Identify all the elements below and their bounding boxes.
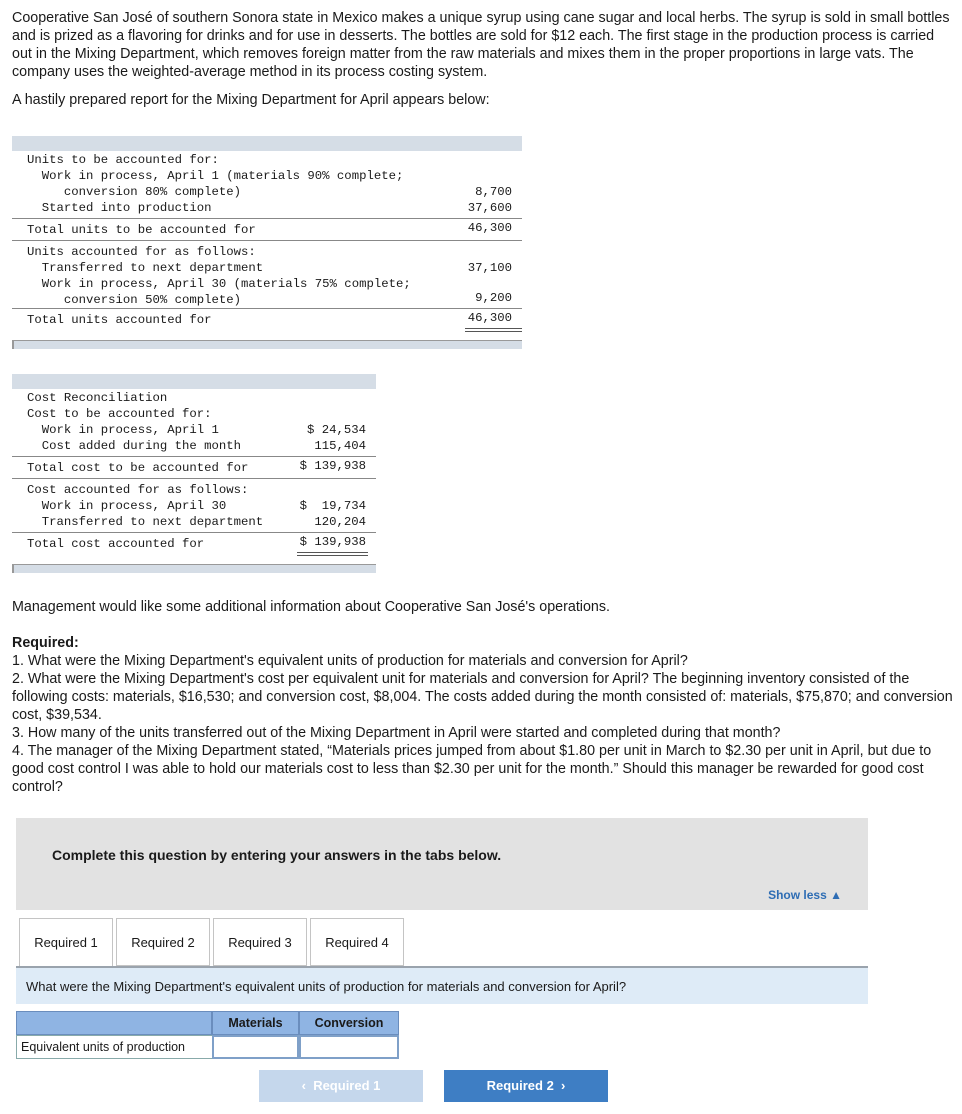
underline <box>465 328 522 329</box>
units-row-label: Units accounted for as follows: <box>27 245 256 259</box>
cost-row-label: Cost accounted for as follows: <box>27 483 249 497</box>
underline <box>12 308 522 309</box>
units-value: 37,100 <box>467 261 512 275</box>
chevron-left-icon: ‹ <box>301 1078 314 1093</box>
underline <box>12 478 376 479</box>
intro-paragraph: Cooperative San José of southern Sonora state in Mexico makes a unique syrup using cane sugar and local herbs. The syrup is sold in small bottles and is prized as a flavoring for drinks and for use in desserts. The bottles are sold for $12 each. The first stage in the production process is carried out in the Mixing Department, which removes foreign matter from the raw materials and mixes them in the proper proportions in large vats. The company uses the weighted-average method in its process costing system. <box>12 10 950 80</box>
units-row-label: Work in process, April 30 (materials 75% complete; <box>27 277 411 291</box>
cost-row-label: Cost to be accounted for: <box>27 407 212 421</box>
units-row-label: Units to be accounted for: <box>27 153 219 167</box>
management-text: Management would like some additional information about Cooperative San José's operations. <box>12 599 610 615</box>
tab-required-2[interactable]: Required 2 <box>116 918 210 966</box>
underline <box>297 552 368 553</box>
intro-report-caption: A hastily prepared report for the Mixing Department for April appears below: <box>12 92 490 108</box>
required-title: Required: <box>12 635 79 651</box>
cost-row-label: Cost Reconciliation <box>27 391 168 405</box>
underline <box>297 555 368 556</box>
units-report-header-bar <box>12 136 522 151</box>
instruction-panel <box>16 818 868 910</box>
underline <box>465 331 522 332</box>
answer-table-corner <box>16 1011 212 1035</box>
units-row-label: Total units accounted for <box>27 313 212 327</box>
cost-value: $ 19,734 <box>299 499 366 513</box>
question-prompt: What were the Mixing Department's equivalent units of production for materials and conversion for April? <box>16 968 868 1004</box>
previous-button[interactable] <box>259 1070 423 1102</box>
units-report-footer-bar <box>12 340 522 349</box>
conversion-column-header: Conversion <box>299 1011 399 1035</box>
required-section <box>12 634 957 796</box>
cost-report-footer-bar <box>12 564 376 573</box>
units-row-label: Transferred to next department <box>27 261 264 275</box>
show-less-link[interactable]: Show less ▲ <box>768 888 842 902</box>
cost-row-label: Work in process, April 1 <box>27 423 219 437</box>
required-item-2: 2. What were the Mixing Department's cost per equivalent unit for materials and conversion for April? The beginning inventory consisted of the following costs: materials, $16,530; and conversion cost, $8,004. The costs added during the month consisted of: materials, $75,870; and conversion cost, $39,534. <box>12 671 953 723</box>
conversion-equivalent-units-input[interactable] <box>299 1035 399 1059</box>
units-row-label: conversion 80% complete) <box>27 185 242 199</box>
underline <box>12 456 376 457</box>
next-button-label: Required 2 <box>486 1078 554 1093</box>
required-item-1: 1. What were the Mixing Department's equivalent units of production for materials and conversion for April? <box>12 653 688 669</box>
units-value: 9,200 <box>475 291 512 305</box>
previous-button-label: Required 1 <box>313 1078 381 1093</box>
units-row-label: Total units to be accounted for <box>27 223 256 237</box>
equivalent-units-row-label: Equivalent units of production <box>16 1035 212 1059</box>
cost-row-label: Cost added during the month <box>27 439 242 453</box>
underline <box>12 218 522 219</box>
cost-row-label: Work in process, April 30 <box>27 499 227 513</box>
cost-report-header-bar <box>12 374 376 389</box>
cost-report-table <box>12 374 376 574</box>
intro-text <box>12 9 952 119</box>
units-row-label: Started into production <box>27 201 212 215</box>
next-button[interactable] <box>444 1070 608 1102</box>
cost-row-label: Total cost accounted for <box>27 537 205 551</box>
cost-row-label: Total cost to be accounted for <box>27 461 249 475</box>
materials-equivalent-units-input[interactable] <box>212 1035 299 1059</box>
tab-required-1[interactable]: Required 1 <box>19 918 113 968</box>
required-item-3: 3. How many of the units transferred out of the Mixing Department in April were started and completed during that month? <box>12 725 781 741</box>
tab-required-4[interactable]: Required 4 <box>310 918 404 966</box>
units-report-table <box>12 136 522 356</box>
cost-total: $ 139,938 <box>299 535 366 549</box>
units-total: 46,300 <box>467 221 512 235</box>
tab-required-3[interactable]: Required 3 <box>213 918 307 966</box>
units-row-label: Work in process, April 1 (materials 90% complete; <box>27 169 404 183</box>
cost-value: 115,404 <box>314 439 366 453</box>
cost-row-label: Transferred to next department <box>27 515 264 529</box>
cost-total: $ 139,938 <box>299 459 366 473</box>
underline <box>12 532 376 533</box>
units-value: 8,700 <box>475 185 512 199</box>
chevron-right-icon: › <box>553 1078 566 1093</box>
cost-value: 120,204 <box>314 515 366 529</box>
units-value: 37,600 <box>467 201 512 215</box>
required-item-4: 4. The manager of the Mixing Department stated, “Materials prices jumped from about $1.80 per unit in March to $2.30 per unit in April, but due to good cost control I was able to hold our materials cost to less than $2.30 per unit for the month.” Should this manager be rewarded for good cost control? <box>12 743 932 795</box>
units-row-label: conversion 50% complete) <box>27 293 242 307</box>
units-total: 46,300 <box>467 311 512 325</box>
cost-value: $ 24,534 <box>306 423 366 437</box>
underline <box>12 240 522 241</box>
materials-column-header: Materials <box>212 1011 299 1035</box>
instruction-text: Complete this question by entering your answers in the tabs below. <box>52 847 502 863</box>
